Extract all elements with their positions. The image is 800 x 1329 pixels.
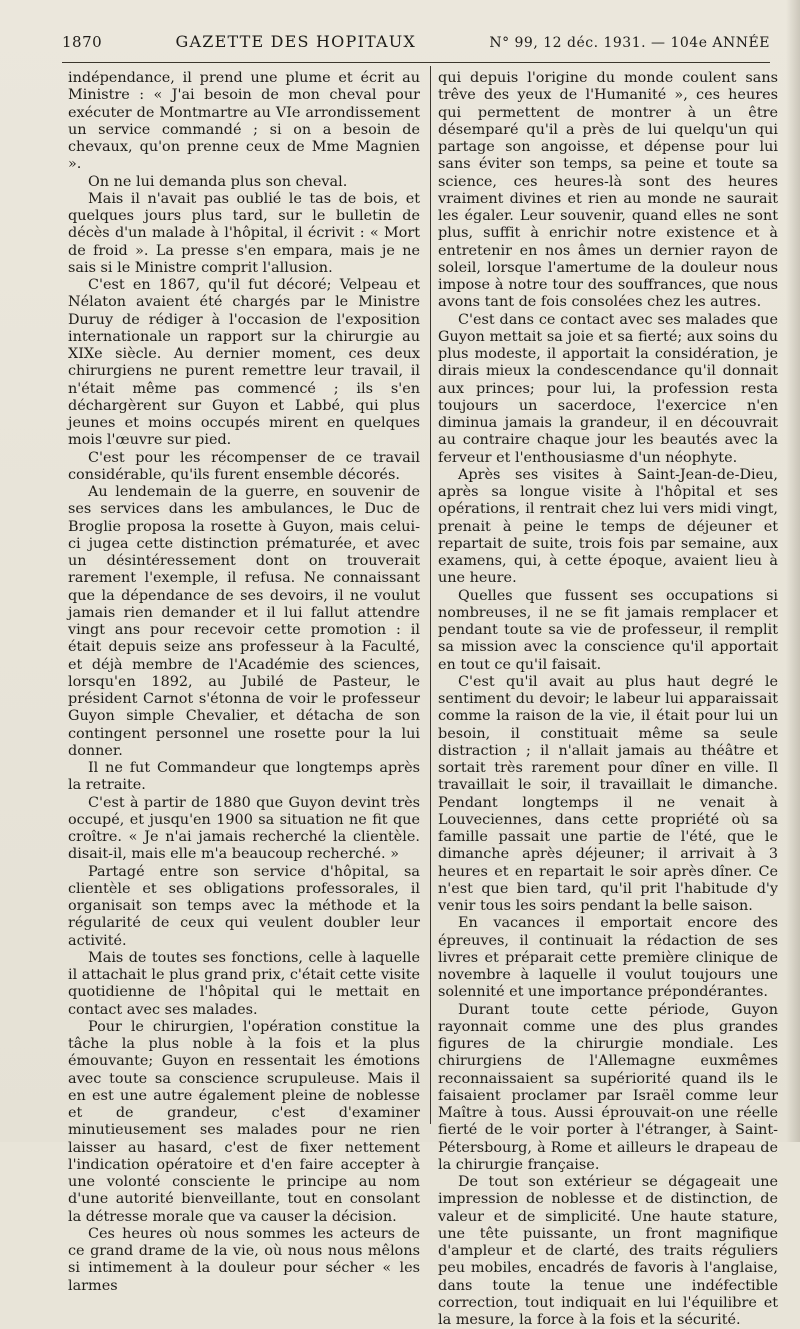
paragraph: qui depuis l'origine du monde coulent sans trêve des yeux de l'Humanité », ces heures qui permettent de montrer à un être désemparé qu'il a près de lui quelqu'un qui partage son angoisse, et dépense pour lui sans éviter son temps, sa peine et toute sa science, ces heures-là sont des heures vraiment divines et rien au monde ne saurait les égaler. Leur souvenir, quand elles ne sont plus, suffit à enrichir notre existence et à entretenir en nos âmes un dernier rayon de soleil, lorsque l'amertume de la douleur nous impose à notre tour des souffrances, que nous avons tant de fois consolées chez les autres. [438, 70, 778, 311]
paragraph: De tout son extérieur se dégageait une impression de noblesse et de distinction, de valeur et de simplicité. Une haute stature, une tête puissante, un front magnifique d'ampleur et de clarté, des traits réguliers peu mobiles, encadrés de favoris à l'anglaise, dans toute la tenue une indéfectible correction, tout indiquait en lui l'équilibre et la mesure, la force à la fois et la sécurité. [438, 1174, 778, 1328]
journal-title: GAZETTE DES HOPITAUX [175, 32, 416, 51]
header-rule [62, 62, 770, 63]
paragraph: Ces heures où nous sommes les acteurs de ce grand drame de la vie, où nous nous mêlons si intimement à la douleur pour sécher « les larmes [68, 1225, 420, 1294]
paragraph: Au lendemain de la guerre, en souvenir de ses services dans les ambulances, le Duc de Broglie proposa la rosette à Guyon, mais celui-ci jugea cette distinction prématurée, et avec un désintéressement dont on trouverait rarement l'exemple, il refusa. Ne connaissant que la dépendance de ses devoirs, il ne voulut jamais rien demander et il lui fallut attendre vingt ans pour recevoir cette promotion : il était depuis seize ans professeur à la Faculté, et déjà membre de l'Académie des sciences, lorsqu'en 1892, au Jubilé de Pasteur, le président Carnot s'étonna de voir le professeur Guyon simple Chevalier, et détacha de son contingent personnel une rosette pour la lui donner. [68, 484, 420, 759]
paragraph: Après ses visites à Saint-Jean-de-Dieu, après sa longue visite à l'hôpital et ses opérations, il rentrait chez lui vers midi vingt, prenait à peine le temps de déjeuner et repartait de suite, trois fois par semaine, aux examens, qui, à cette époque, avaient lieu à une heure. [438, 466, 778, 587]
paragraph: Quelles que fussent ses occupations si nombreuses, il ne se fit jamais remplacer et pendant toute sa vie de professeur, il remplit sa mission avec la conscience qu'il apportait en tout ce qu'il faisait. [438, 587, 778, 673]
paragraph: Durant toute cette période, Guyon rayonnait comme une des plus grandes figures de la chirurgie mondiale. Les chirurgiens de l'Allemagne euxmêmes reconnaissaient sa supériorité quand ils le faisaient proclamer par Israël comme leur Maître à tous. Aussi éprouvait-on une réelle fierté de le voir porter à l'étranger, à Saint-Pétersbourg, à Rome et ailleurs le drapeau de la chirurgie française. [438, 1001, 778, 1173]
paragraph: Pour le chirurgien, l'opération constitue la tâche la plus noble à la fois et la plus émouvante; Guyon en ressentait les émotions avec toute sa conscience scrupuleuse. Mais il en est une autre également pleine de noblesse et de grandeur, c'est d'examiner minutieusement ses malades pour ne rien laisser au hasard, c'est de fixer nettement l'indication opératoire et d'en faire accepter à une volonté consciente le principe au nom d'une autorité bienveillante, tout en consolant la détresse morale que va causer la décision. [68, 1018, 420, 1225]
paragraph: On ne lui demanda plus son cheval. [88, 173, 348, 190]
paragraph: En vacances il emportait encore des épreuves, il continuait la rédaction de ses livres et préparait cette première clinique de novembre à laquelle il voulut toujours une solennité et une importance prépondérantes. [438, 915, 778, 1001]
column-divider [430, 66, 431, 1124]
paragraph: indépendance, il prend une plume et écrit au Ministre : « J'ai besoin de mon cheval pour exécuter de Montmartre au VIe arrondissement un service commandé ; si on a besoin de chevaux, qu'on prenne ceux de Mme Magnien ». [68, 70, 420, 173]
paragraph: C'est dans ce contact avec ses malades que Guyon mettait sa joie et sa fierté; aux soins du plus modeste, il apportait la considération, je dirais mieux la condescendance qu'il donnait aux princes; pour lui, la profession resta toujours un sacerdoce, l'exercice n'en diminua jamais la grandeur, il en découvrait au contraire chaque jour les beautés avec la ferveur et l'enthousiasme d'un néophyte. [438, 311, 778, 466]
paragraph: C'est pour les récompenser de ce travail considérable, qu'ils furent ensemble décorés. [68, 449, 420, 483]
page-edge-shadow [786, 0, 800, 1142]
paragraph: Mais il n'avait pas oublié le tas de bois, et quelques jours plus tard, sur le bulletin de décès d'un malade à l'hôpital, il écrivit : « Mort de froid ». La presse s'en empara, mais je ne sais si le Ministre comprit l'allusion. [68, 190, 420, 276]
paragraph: Il ne fut Commandeur que longtemps après la retraite. [68, 760, 420, 794]
paragraph: C'est qu'il avait au plus haut degré le sentiment du devoir; le labeur lui apparaissait comme la raison de la vie, il était pour lui un besoin, il constituait même sa seule distraction ; il n'allait jamais au théâtre et sortait très rarement pour dîner en ville. Il travaillait le soir, il travaillait le dimanche. Pendant longtemps il ne venait à Louveciennes, dans cette propriété où sa famille passait une partie de l'été, que le dimanche après déjeuner; il arrivait à 3 heures et en repartait le soir après dîner. Ce n'est que bien tard, qu'il prit l'habitude d'y venir tous les soirs pendant la belle saison. [438, 673, 778, 914]
paragraph: C'est à partir de 1880 que Guyon devint très occupé, et jusqu'en 1900 sa situation ne fit que croître. « Je n'ai jamais recherché la clientèle. disait-il, mais elle m'a beaucoup recherché. » [68, 794, 420, 863]
right-column [438, 70, 778, 1329]
issue-info: N° 99, 12 déc. 1931. — 104e ANNÉE [489, 35, 770, 51]
left-column [68, 70, 420, 1295]
paragraph: C'est en 1867, qu'il fut décoré; Velpeau et Nélaton avaient été chargés par le Ministre Duruy de rédiger à l'occasion de l'exposition internationale un rapport sur la chirurgie au XIXe siècle. Au dernier moment, ces deux chirurgiens ne purent remettre leur travail, il n'était même pas commencé ; ils s'en déchargèrent sur Guyon et Labbé, qui plus jeunes et moins occupés mirent en quelques mois l'œuvre sur pied. [68, 277, 420, 449]
page-number: 1870 [62, 33, 103, 51]
paragraph: Partagé entre son service d'hôpital, sa clientèle et ses obligations professorales, il organisait son temps avec la méthode et la régularité de ceux qui veulent doubler leur activité. [68, 863, 420, 949]
page-header [62, 32, 770, 56]
paragraph: Mais de toutes ses fonctions, celle à laquelle il attachait le plus grand prix, c'était cette visite quotidienne de l'hôpital qui le mettait en contact avec ses malades. [68, 949, 420, 1018]
